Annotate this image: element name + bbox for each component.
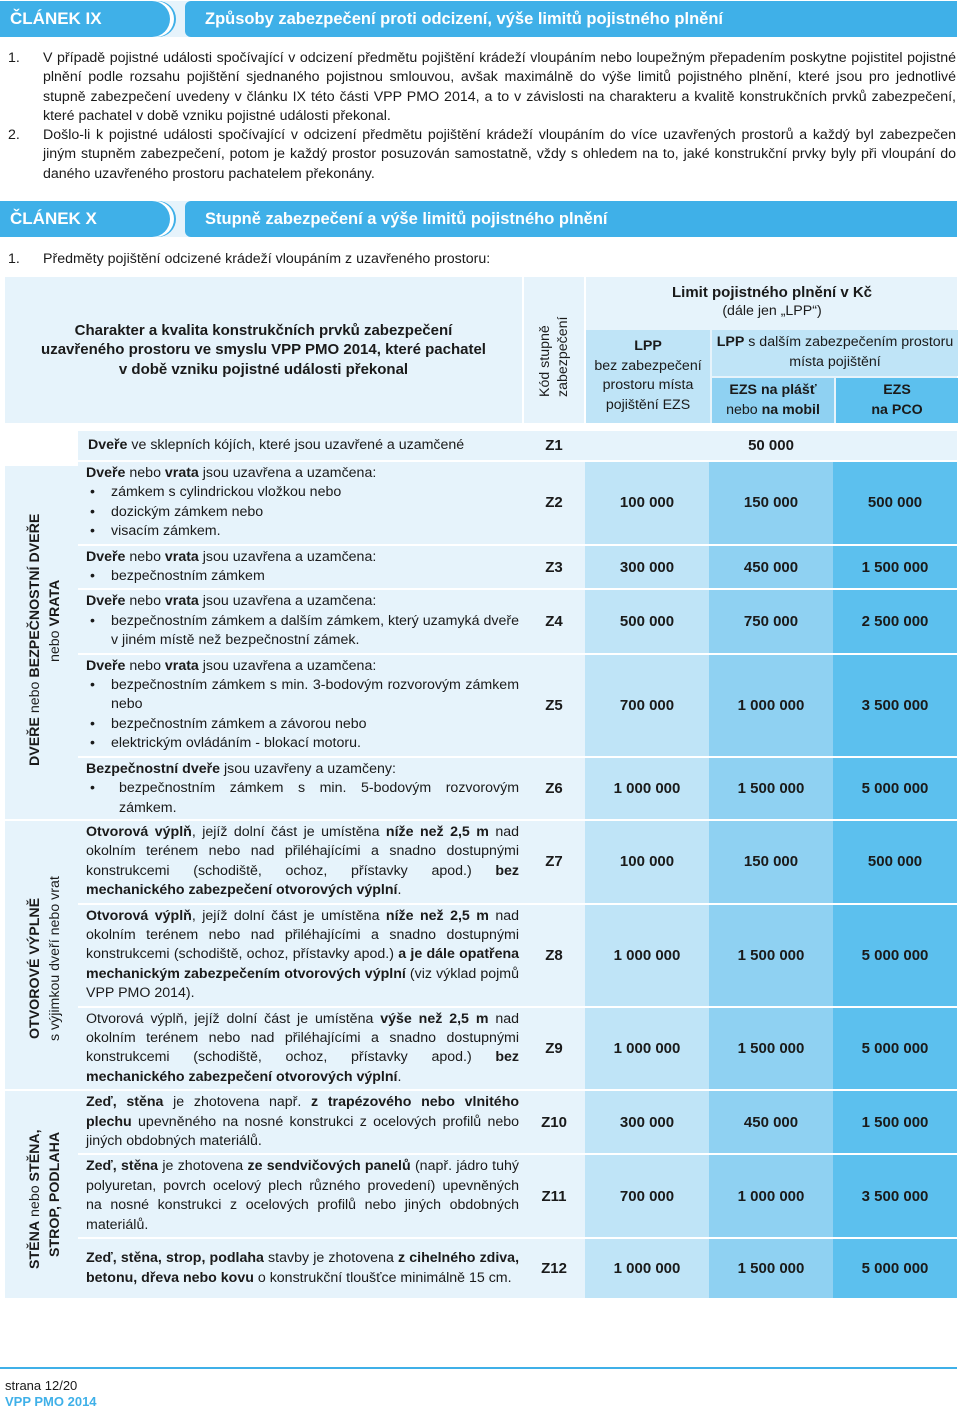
t: Otvorová výplň	[86, 907, 192, 924]
t: ze sendvičových panelů	[247, 1158, 411, 1175]
row-desc-text: ve sklepních kójích, které jsou uzavřené a uzamčené	[127, 436, 465, 453]
row-amount-ezs: 1 500 000	[709, 757, 833, 820]
list-item: • bezpečnostním zámkem s min. 3-bodovým rozvorovým zámkem nebo	[86, 676, 519, 715]
t: Zeď, stěna	[86, 1094, 164, 1111]
row-amount-lpp: 300 000	[585, 1090, 709, 1154]
row-desc	[84, 434, 523, 457]
list-item: • dozickým zámkem nebo	[86, 503, 519, 522]
row-amount-lpp: 300 000	[585, 545, 709, 590]
t: z trapézového nebo vlnitého plechu	[86, 1094, 520, 1130]
group-walls-b: nebo	[27, 1185, 43, 1218]
row-amount-ezs: 450 000	[709, 545, 833, 590]
group-doors-b: nebo	[27, 681, 43, 714]
row-desc-bold: Bezpečnostní dveře	[86, 760, 221, 777]
group-openings	[5, 820, 78, 1090]
t: níže než 2,5 m	[385, 907, 489, 924]
t: nad okolním terénem nebo nad přiléhajícími a snadno dostupnými konstrukcemi (schodiště, ochoz, přístavky apod.)	[86, 1010, 520, 1066]
intro-gates: vrata	[164, 657, 199, 674]
header-lpp2-note: s dalším zabezpečením prostoru místa pojištění	[748, 334, 954, 370]
paragraph-number: 1.	[8, 251, 20, 267]
row-amount-ezs: 1 000 000	[709, 1154, 833, 1238]
row-amount-ezs: 450 000	[709, 1090, 833, 1154]
paragraph-number: 2.	[8, 127, 20, 143]
list-item: • zámkem s cylindrickou vložkou nebo	[86, 483, 519, 502]
table-row	[5, 757, 957, 820]
t: stavby je zhotovena	[263, 1250, 398, 1267]
table-row	[5, 1154, 957, 1238]
t: o konstrukční tloušťce minimálně 15 cm.	[253, 1269, 512, 1286]
row-amount-pco: 2 500 000	[833, 589, 957, 653]
list-item: • bezpečnostním zámkem a dalším zámkem, který uzamyká dveře v jiném místě než bezpečnostní zámek.	[86, 612, 519, 651]
intro-text: jsou uzavřena a uzamčena:	[198, 465, 377, 481]
row-code: Z11	[523, 1154, 585, 1238]
t: (viz výklad pojmů VPP PMO 2014).	[86, 965, 520, 1002]
row-code: Z2	[523, 461, 585, 545]
row-amount-ezs: 1 000 000	[709, 654, 833, 757]
row-code: Z8	[523, 904, 585, 1007]
paragraph-2	[8, 126, 956, 184]
table-row	[5, 461, 957, 545]
article-9-title: Způsoby zabezpečení proti odcizení, výše limitů pojistného plnění	[205, 10, 723, 28]
t: a je dále opatřena mechanickým zabezpečením otvorových výplní	[86, 946, 520, 982]
list-item: • bezpečnostním zámkem	[86, 567, 519, 586]
row-amount-lpp: 1 000 000	[585, 1007, 709, 1091]
intro-text: jsou uzavřena a uzamčena:	[198, 548, 377, 565]
header-ezs-plast: EZS na plášť	[729, 382, 817, 398]
table-row	[5, 545, 957, 590]
header-ezs-pco: EZS	[883, 382, 911, 398]
table-row	[5, 904, 957, 1007]
group-doors-a: DVEŘE	[27, 717, 43, 766]
intro-or: nebo	[125, 657, 165, 674]
t: bez mechanického zabezpečení otvorových výplní	[86, 1049, 520, 1085]
intro-or: nebo	[125, 465, 165, 481]
row-amount-lpp: 1 000 000	[585, 757, 709, 820]
group-doors-c: BEZPEČNOSTNÍ DVEŘE	[27, 513, 43, 678]
paragraph-text: Předměty pojištění odcizené krádeží vloupáním z uzavřeného prostoru:	[43, 251, 491, 267]
row-amount-ezs: 1 500 000	[709, 1007, 833, 1091]
row-amount: 50 000	[585, 431, 957, 461]
header-lpp2: LPP	[716, 334, 745, 350]
t: Otvorová výplň	[86, 823, 192, 840]
row-code: Z1	[523, 431, 585, 461]
row-code: Z12	[523, 1238, 585, 1298]
table-row	[5, 1007, 957, 1091]
row-amount-lpp: 700 000	[585, 1154, 709, 1238]
row-amount-ezs: 750 000	[709, 589, 833, 653]
row-amount-pco: 5 000 000	[833, 1007, 957, 1091]
intro-doors: Dveře	[86, 593, 126, 610]
header-lpp: LPP	[634, 338, 662, 354]
intro-text: jsou uzavřena a uzamčena:	[198, 593, 377, 610]
row-desc-text: jsou uzavřeny a uzamčeny:	[220, 760, 396, 777]
intro-doors: Dveře	[86, 657, 126, 674]
t: nad okolním terénem nebo nad přiléhajícími a snadno dostupnými konstrukcemi (schodiště, ochoz, přístavky apod.)	[86, 907, 520, 963]
group-walls-d: STROP, PODLAHA	[47, 1132, 63, 1258]
row-amount-lpp: 500 000	[585, 589, 709, 653]
t: Otvorová výplň, jejíž dolní část je umístěna	[86, 1010, 381, 1027]
row-amount-ezs: 1 500 000	[709, 1238, 833, 1298]
t: nad okolním terénem nebo nad přiléhajícími a snadno dostupnými konstrukcemi (schodiště, ochoz, přístavky apod.)	[86, 823, 520, 879]
t: .	[397, 1068, 402, 1085]
t: je zhotovena	[158, 1158, 248, 1175]
header-ezs-pco-2: na PCO	[871, 401, 923, 418]
table-row	[5, 654, 957, 757]
footer	[0, 1367, 957, 1369]
group-doors-e: VRATA	[47, 579, 63, 627]
intro-text: jsou uzavřena a uzamčena:	[198, 657, 377, 674]
row-amount-ezs: 150 000	[709, 461, 833, 545]
header-character: Charakter a kvalita konstrukčních prvků zabezpečení uzavřeného prostoru ve smyslu VPP PMO 2014, které pachatel v době vzniku pojistné události překonal	[41, 321, 486, 378]
row-amount-pco: 5 000 000	[833, 757, 957, 820]
page-number: strana 12/20	[5, 1378, 78, 1393]
header-limit-note: (dále jen „LPP“)	[722, 303, 822, 319]
group-walls-a: STĚNA	[27, 1221, 43, 1270]
row-amount-ezs: 1 500 000	[709, 904, 833, 1007]
t: , jejíž dolní část je umístěna	[191, 823, 386, 840]
intro-gates: vrata	[164, 548, 199, 565]
header-code: Kód stupně zabezpečení	[537, 316, 572, 397]
article-9-header	[0, 1, 957, 37]
article-9-label: ČLÁNEK IX	[10, 9, 102, 28]
table-row	[5, 589, 957, 653]
group-openings-a: OTVOROVÉ VÝPLNĚ	[27, 897, 43, 1039]
row-amount-lpp: 100 000	[585, 461, 709, 545]
row-amount-pco: 500 000	[833, 461, 957, 545]
row-amount-pco: 1 500 000	[833, 1090, 957, 1154]
row-amount-pco: 5 000 000	[833, 904, 957, 1007]
paragraph-text: Došlo-li k pojistné události spočívající v odcizení předmětu pojištění krádeží vloupáním do více uzavřených prostorů a každý byl zabezpečen jiným stupněm zabezpečení, potom je každý prostor posuzován samostatně, vždy s ohledem na to, jaké konstrukční prvky byly při vloupání do daného uzavřeného prostoru pachatelem překonány.	[43, 127, 956, 182]
group-walls-c: STĚNA,	[27, 1129, 43, 1182]
row-amount-pco: 3 500 000	[833, 654, 957, 757]
row-amount-pco: 500 000	[833, 820, 957, 904]
paragraph-text: V případě pojistné události spočívající v odcizení předmětu pojištění krádeží vloupáním nebo loupežným přepadením poskytne pojistitel pojistné plnění podle rozsahu pojištění sjednaného pojistnou smlouvou, avšak maximálně do výše limitů pojistného plnění, které jsou pro jednotlivé stupně zabezpečení uvedeny v článku IX této části VPP PMO 2014, a to v závislosti na charakteru a kvalitě konstrukčních prvků zabezpečení, které pachatel v době vzniku pojistné události překonal.	[43, 50, 956, 124]
article-10-label: ČLÁNEK X	[10, 209, 97, 228]
table-row	[5, 820, 957, 904]
t: .	[397, 882, 402, 899]
list-item: • visacím zámkem.	[86, 522, 519, 541]
table-row	[5, 1090, 957, 1154]
list-item: • bezpečnostním zámkem a závorou nebo	[86, 715, 519, 734]
header-limit: Limit pojistného plnění v Kč	[672, 284, 873, 301]
row-amount-pco: 1 500 000	[833, 545, 957, 590]
row-code: Z4	[523, 589, 585, 653]
row-amount-ezs: 150 000	[709, 820, 833, 904]
row-code: Z10	[523, 1090, 585, 1154]
t: z cihelného zdiva, betonu, dřeva nebo kovu	[86, 1250, 520, 1286]
header-lpp-note: bez zabezpečení prostoru místa pojištění EZS	[594, 357, 702, 413]
list-item: • bezpečnostním zámkem s min. 5-bodovým rozvorovým zámkem.	[86, 779, 519, 818]
intro-gates: vrata	[164, 465, 199, 481]
header-ezs-mobil: na mobil	[761, 401, 820, 418]
intro-or: nebo	[125, 548, 165, 565]
t: níže než 2,5 m	[385, 823, 489, 840]
group-walls	[5, 1090, 78, 1298]
group-openings-b: s výjimkou dveří nebo vrat	[47, 876, 63, 1041]
intro-or: nebo	[125, 593, 165, 610]
intro-doors: Dveře	[86, 465, 126, 481]
t: Zeď, stěna	[86, 1158, 159, 1175]
row-code: Z7	[523, 820, 585, 904]
t: Zeď, stěna, strop, podlaha	[86, 1250, 264, 1267]
table-row	[5, 431, 957, 461]
row-code: Z3	[523, 545, 585, 590]
t: , jejíž dolní část je umístěna	[191, 907, 386, 924]
row-amount-lpp: 100 000	[585, 820, 709, 904]
row-amount-lpp: 700 000	[585, 654, 709, 757]
list-item: • elektrickým ovládáním - blokací motoru.	[86, 734, 519, 753]
row-code: Z6	[523, 757, 585, 820]
table-header	[5, 277, 957, 423]
row-amount-pco: 3 500 000	[833, 1154, 957, 1238]
paragraph-3	[8, 250, 956, 269]
row-amount-pco: 5 000 000	[833, 1238, 957, 1298]
intro-gates: vrata	[164, 593, 199, 610]
t: bez mechanického zabezpečení otvorových výplní	[86, 862, 520, 899]
header-ezs-or: nebo	[726, 401, 758, 418]
row-amount-lpp: 1 000 000	[585, 1238, 709, 1298]
security-level-table	[5, 277, 957, 1298]
table-row	[5, 1238, 957, 1298]
paragraph-number: 1.	[8, 50, 20, 66]
article-10-title: Stupně zabezpečení a výše limitů pojistného plnění	[205, 210, 608, 228]
row-code: Z9	[523, 1007, 585, 1091]
row-desc-bold: Dveře	[88, 436, 128, 453]
row-amount-lpp: 1 000 000	[585, 904, 709, 1007]
t: (např. jádro tuhý polyuretan, povrch ocelový plech různého provedení) upevněných na nosné konstrukci z ocelových profilů nebo jiných obdobných materiálů.	[86, 1158, 520, 1233]
t: je zhotovena např.	[163, 1094, 312, 1111]
t: výše než 2,5 m	[380, 1010, 489, 1027]
intro-doors: Dveře	[86, 548, 126, 565]
t: upevněného na nosné konstrukci z ocelových profilů nebo jiných obdobných materiálů.	[86, 1113, 520, 1149]
article-10-header	[0, 201, 957, 237]
paragraph-1	[8, 49, 956, 126]
group-doors-d: nebo	[47, 630, 63, 662]
doc-name: VPP PMO 2014	[5, 1394, 97, 1409]
row-code: Z5	[523, 654, 585, 757]
group-doors	[5, 461, 78, 820]
